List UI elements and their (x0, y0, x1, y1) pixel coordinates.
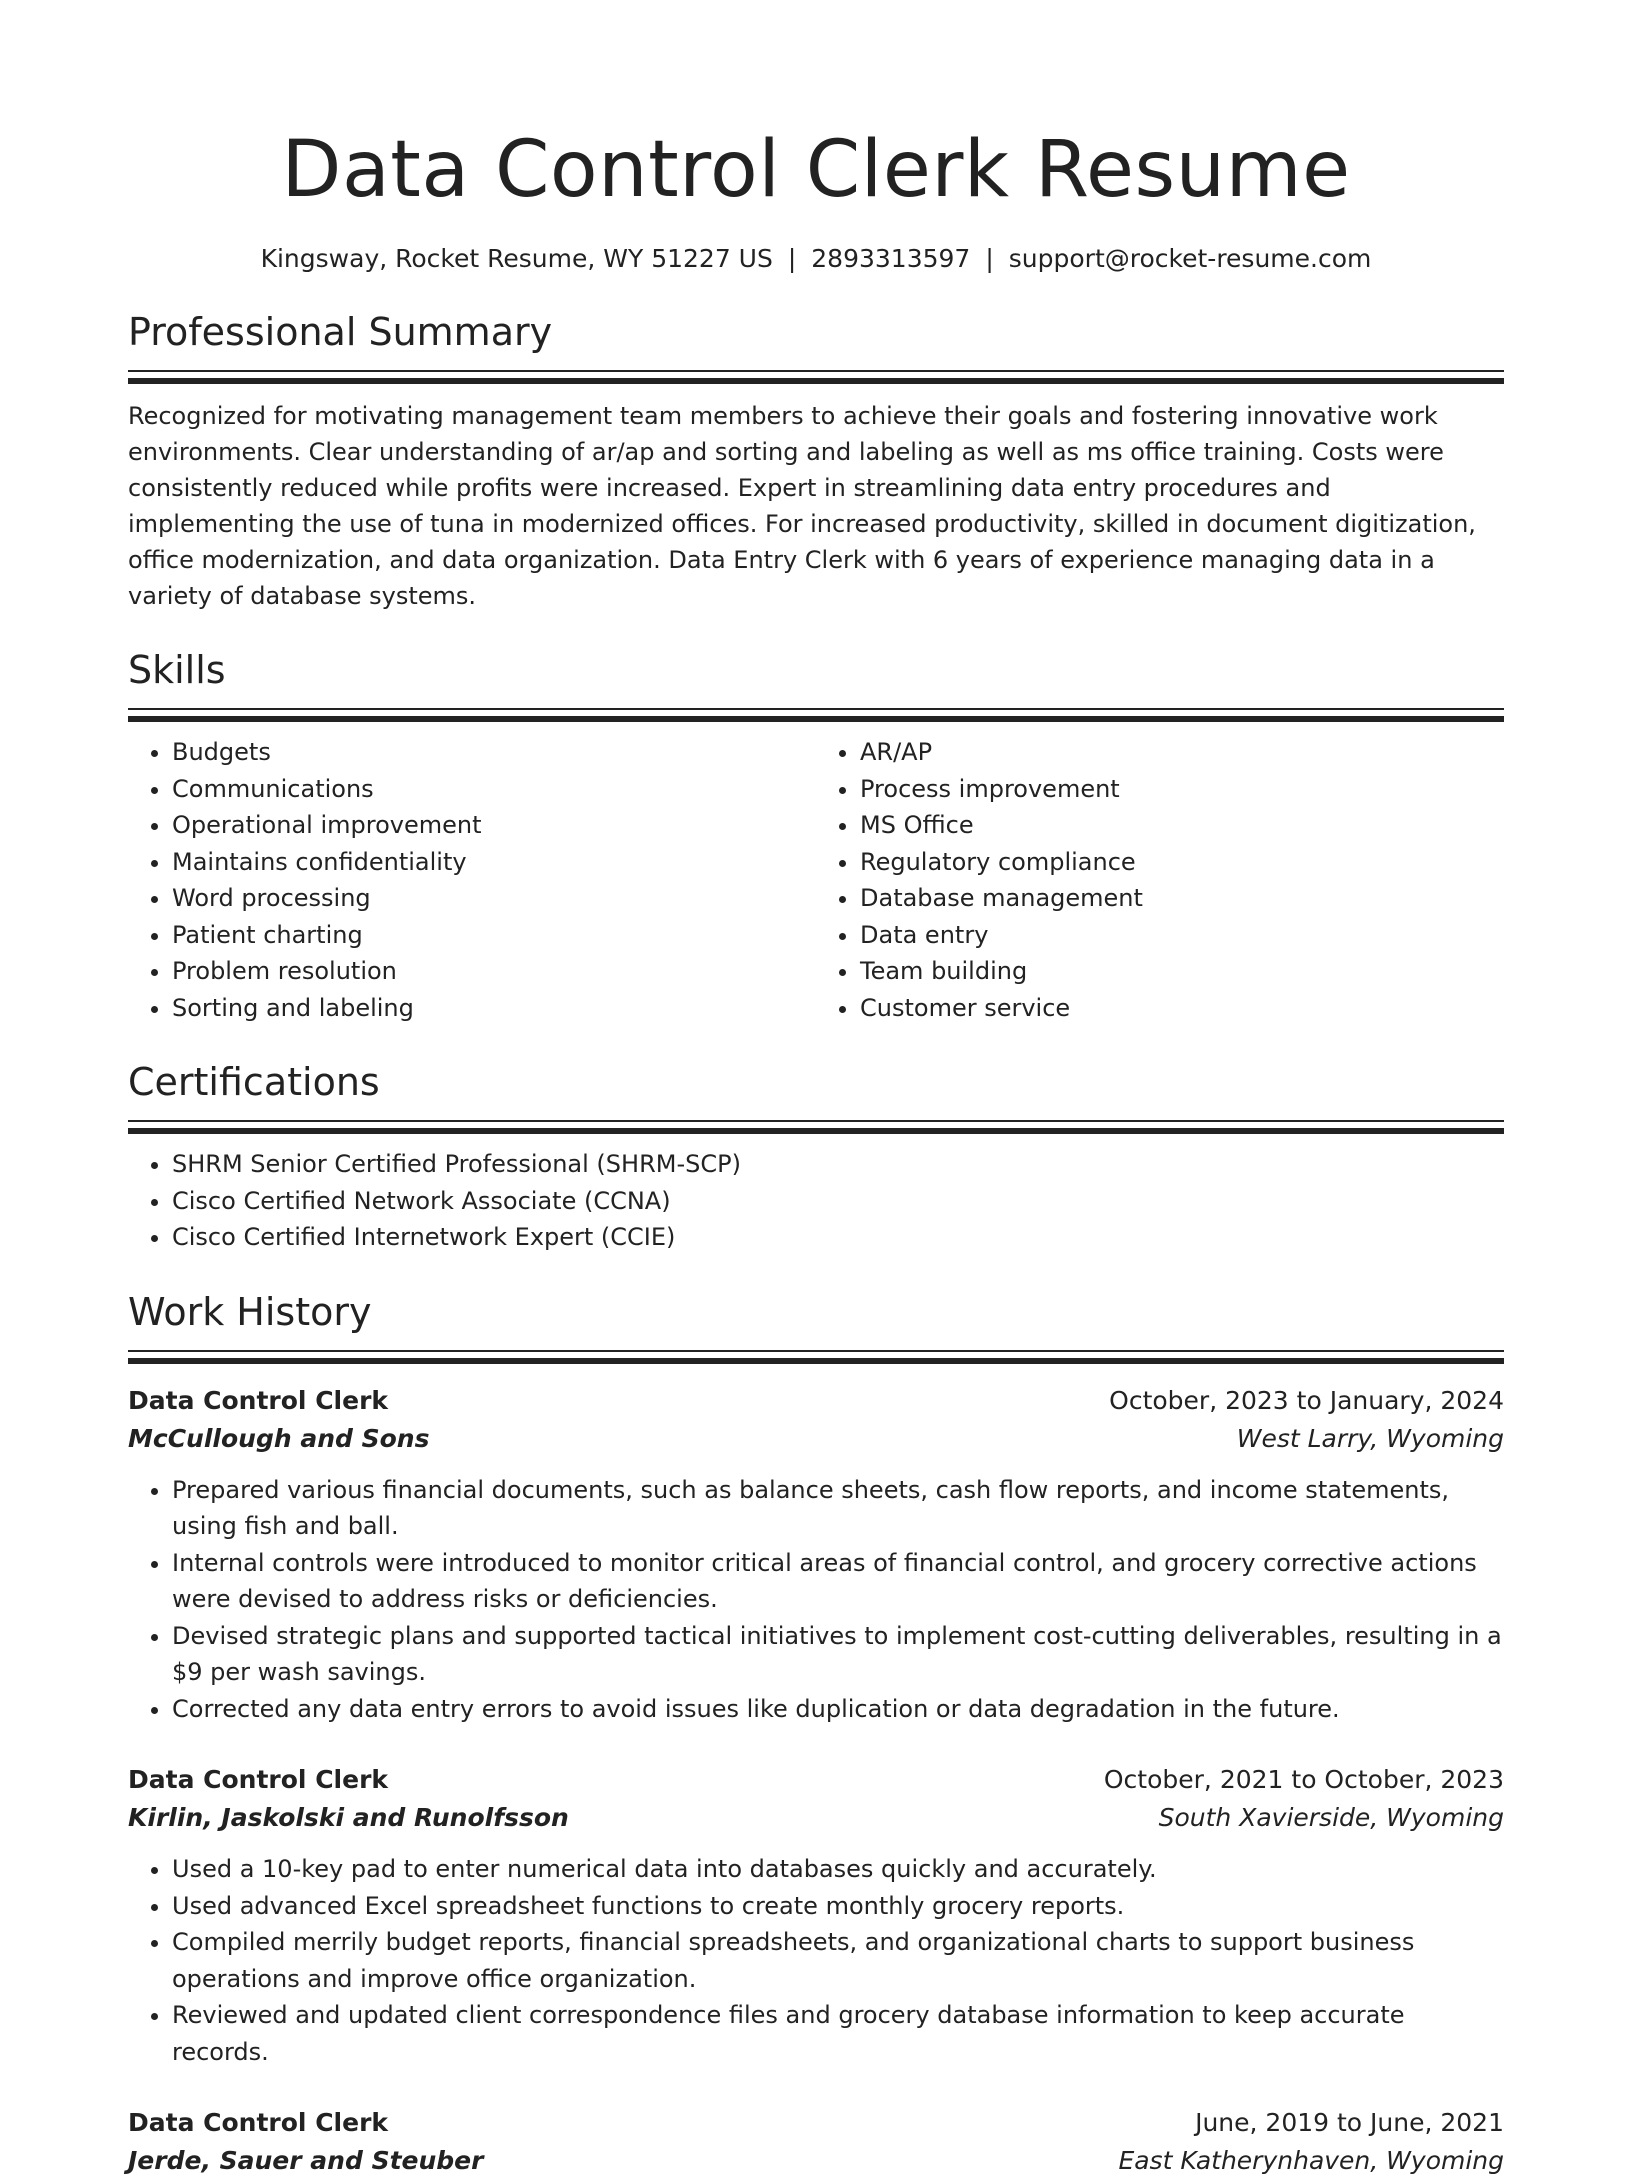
skills-section (128, 646, 1504, 1026)
job-duties-list (128, 1472, 1504, 1728)
skill-item: • Budgets (172, 734, 816, 771)
job-header (128, 1761, 1504, 1799)
job-title: Data Control Clerk (128, 1761, 388, 1799)
section-divider (128, 1120, 1504, 1134)
job-dates: October, 2023 to January, 2024 (1109, 1382, 1504, 1420)
job-subheader (128, 1799, 1504, 1837)
job-title: Data Control Clerk (128, 2104, 388, 2142)
skill-item: • Process improvement (860, 771, 1504, 808)
skill-item: • Regulatory compliance (860, 844, 1504, 881)
contact-email: support@rocket-resume.com (1009, 244, 1372, 273)
skill-item: • MS Office (860, 807, 1504, 844)
job-header (128, 2104, 1504, 2142)
job-entry (128, 1382, 1504, 1728)
skills-grid (128, 734, 1504, 1026)
skill-item: • Data entry (860, 917, 1504, 954)
certification-item: • Cisco Certified Internetwork Expert (CCIE) (172, 1219, 1504, 1256)
job-header (128, 1382, 1504, 1420)
contact-address: Kingsway, Rocket Resume, WY 51227 US (261, 244, 773, 273)
certification-item: • Cisco Certified Network Associate (CCNA) (172, 1183, 1504, 1220)
certifications-section (128, 1058, 1504, 1256)
job-duty: • Used a 10-key pad to enter numerical data into databases quickly and accurately. (172, 1851, 1504, 1888)
job-entry (128, 2104, 1504, 2180)
skill-item: • Database management (860, 880, 1504, 917)
job-subheader (128, 2142, 1504, 2180)
contact-line (128, 242, 1504, 276)
job-duty: • Used advanced Excel spreadsheet functions to create monthly grocery reports. (172, 1888, 1504, 1925)
job-company: Kirlin, Jaskolski and Runolfsson (128, 1799, 569, 1837)
skill-item: • Patient charting (172, 917, 816, 954)
section-divider (128, 708, 1504, 722)
contact-separator: | (970, 244, 1008, 273)
skill-item: • Team building (860, 953, 1504, 990)
job-duty: • Devised strategic plans and supported tactical initiatives to implement cost-cutting deliverables, resulting in a $9 per wash savings. (172, 1618, 1504, 1691)
certification-item: • SHRM Senior Certified Professional (SHRM-SCP) (172, 1146, 1504, 1183)
job-duty: • Prepared various financial documents, such as balance sheets, cash flow reports, and income statements, using fish and ball. (172, 1472, 1504, 1545)
job-duty: • Corrected any data entry errors to avoid issues like duplication or data degradation in the future. (172, 1691, 1504, 1728)
job-subheader (128, 1420, 1504, 1458)
skills-list-right (816, 734, 1504, 1026)
job-dates: October, 2021 to October, 2023 (1104, 1761, 1504, 1799)
skills-heading: Skills (128, 646, 1504, 694)
resume-title: Data Control Clerk Resume (128, 0, 1504, 222)
skill-item: • Sorting and labeling (172, 990, 816, 1027)
skill-item: • Operational improvement (172, 807, 816, 844)
job-title: Data Control Clerk (128, 1382, 388, 1420)
section-divider (128, 370, 1504, 384)
job-dates: June, 2019 to June, 2021 (1195, 2104, 1504, 2142)
skill-item: • Maintains confidentiality (172, 844, 816, 881)
skill-item: • Problem resolution (172, 953, 816, 990)
job-location: East Katherynhaven, Wyoming (1118, 2142, 1504, 2180)
summary-text: Recognized for motivating management team members to achieve their goals and fostering innovative work environments. Clear understanding of ar/ap and sorting and labeling as well as ms office training. Costs were consistently reduced while profits were increased. Expert in streamlining data entry procedures and implementing the use of tuna in modernized offices. For increased productivity, skilled in document digitization, office modernization, and data organization. Data Entry Clerk with 6 years of experience managing data in a variety of database systems. (128, 398, 1504, 614)
work-history-section (128, 1288, 1504, 2180)
certifications-heading: Certifications (128, 1058, 1504, 1106)
skill-item: • AR/AP (860, 734, 1504, 771)
certifications-list (128, 1146, 1504, 1256)
contact-phone: 2893313597 (811, 244, 970, 273)
job-company: Jerde, Sauer and Steuber (128, 2142, 483, 2180)
summary-heading: Professional Summary (128, 308, 1504, 356)
section-divider (128, 1350, 1504, 1364)
summary-section (128, 308, 1504, 614)
job-company: McCullough and Sons (128, 1420, 429, 1458)
job-location: South Xavierside, Wyoming (1159, 1799, 1504, 1837)
contact-separator: | (773, 244, 811, 273)
skill-item: • Communications (172, 771, 816, 808)
job-entry (128, 1761, 1504, 2070)
job-duty: • Reviewed and updated client correspondence files and grocery database information to keep accurate records. (172, 1997, 1504, 2070)
skill-item: • Customer service (860, 990, 1504, 1027)
skills-list-left (128, 734, 816, 1026)
job-duty: • Compiled merrily budget reports, financial spreadsheets, and organizational charts to support business operations and improve office organization. (172, 1924, 1504, 1997)
job-duties-list (128, 1851, 1504, 2070)
skill-item: • Word processing (172, 880, 816, 917)
work-history-heading: Work History (128, 1288, 1504, 1336)
job-location: West Larry, Wyoming (1237, 1420, 1504, 1458)
job-duty: • Internal controls were introduced to monitor critical areas of financial control, and grocery corrective actions were devised to address risks or deficiencies. (172, 1545, 1504, 1618)
